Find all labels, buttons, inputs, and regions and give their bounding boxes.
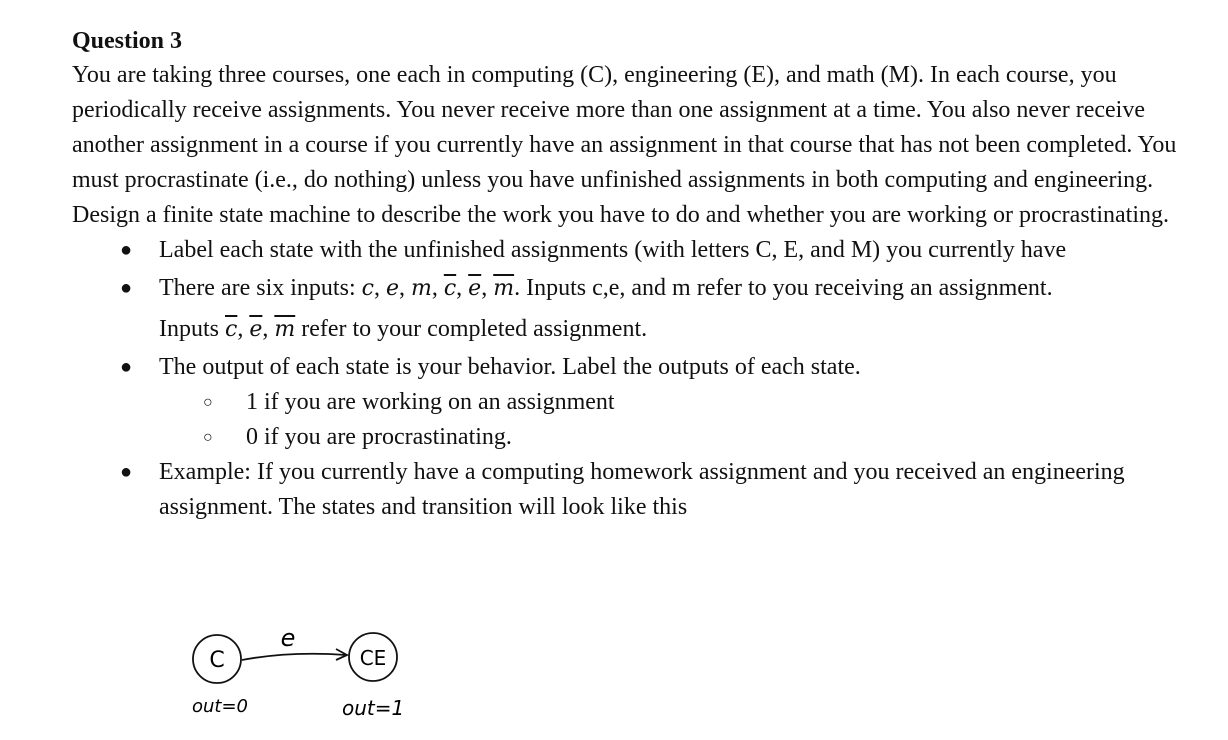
input-e-bar: $\overline{e}$	[468, 276, 482, 301]
bullet-icon: ●	[119, 356, 133, 378]
bullet-icon: ●	[119, 461, 133, 483]
requirements-list	[72, 233, 1192, 525]
state-ce-label: CE	[359, 646, 387, 670]
input-m-bar-2: $\overline{m}$	[274, 317, 296, 342]
inputs-sentence: Inputs c,e, and m refer to you receiving an assignment.	[526, 275, 1053, 301]
fsm-example-diagram	[180, 620, 430, 725]
question-document	[72, 24, 1192, 525]
hollow-bullet-icon: ○	[203, 394, 213, 411]
bullet-icon: ●	[119, 239, 133, 261]
input-m-bar: $\overline{m}$	[493, 276, 515, 301]
inputs-prefix: There are six inputs:	[159, 275, 362, 301]
question-intro: You are taking three courses, one each in computing (C), engineering (E), and math (M). In each course, you periodically receive assignments. You never receive more than one assignment at a time. You also never receive another assignment in a course if you currently have an assignment in that course that has not been completed. You must procrastinate (i.e., do nothing) unless you have unfinished assignments in both computing and engineering.	[72, 62, 1177, 193]
inputs-line2-suffix: refer to your completed assignment.	[295, 316, 648, 342]
input-e: e	[385, 276, 399, 301]
bullet-icon: ●	[119, 277, 133, 299]
output-procrastinating: ○ 0 if you are procrastinating.	[159, 420, 1192, 455]
state-c-label: C	[209, 648, 225, 673]
output-values-list	[159, 385, 1192, 455]
input-c-bar: $\overline{c}$	[443, 276, 457, 301]
transition-arrow	[242, 654, 346, 660]
output-ce-label: out=1	[342, 696, 405, 720]
bullet-inputs: ● There are six inputs: c, e, m, $\overline{c}$, $\overline{e}$, $\overline{m}$. Inputs c,e, and m refer to you receiving an assignment. Inputs $\overline{c}$, $\overline{e}$, $\overline{m}$ refer to your completed assignment.	[72, 268, 1192, 350]
input-e-bar-2: $\overline{e}$	[249, 317, 263, 342]
hollow-bullet-icon: ○	[203, 429, 213, 446]
inputs-line2-prefix: Inputs	[159, 316, 225, 342]
bullet-label-states: ● Label each state with the unfinished assignments (with letters C, E, and M) you currently have	[72, 233, 1192, 268]
input-c-bar-2: $\overline{c}$	[225, 317, 238, 342]
question-title: Question 3	[72, 28, 183, 54]
transition-label: e	[280, 624, 296, 652]
input-c: c	[361, 276, 374, 301]
input-m: m	[410, 276, 432, 301]
bullet-outputs: ● The output of each state is your behavior. Label the outputs of each state. ○ 1 if you are working on an assignment ○ 0 if you are procrastinating.	[72, 350, 1192, 455]
output-c-label: out=0	[192, 696, 249, 717]
output-working: ○ 1 if you are working on an assignment	[159, 385, 1192, 420]
bullet-example: ● Example: If you currently have a computing homework assignment and you received an engineering assignment. The states and transition will look like this	[72, 455, 1192, 525]
design-instruction: Design a finite state machine to describe the work you have to do and whether you are working or procrastinating.	[72, 202, 1169, 228]
